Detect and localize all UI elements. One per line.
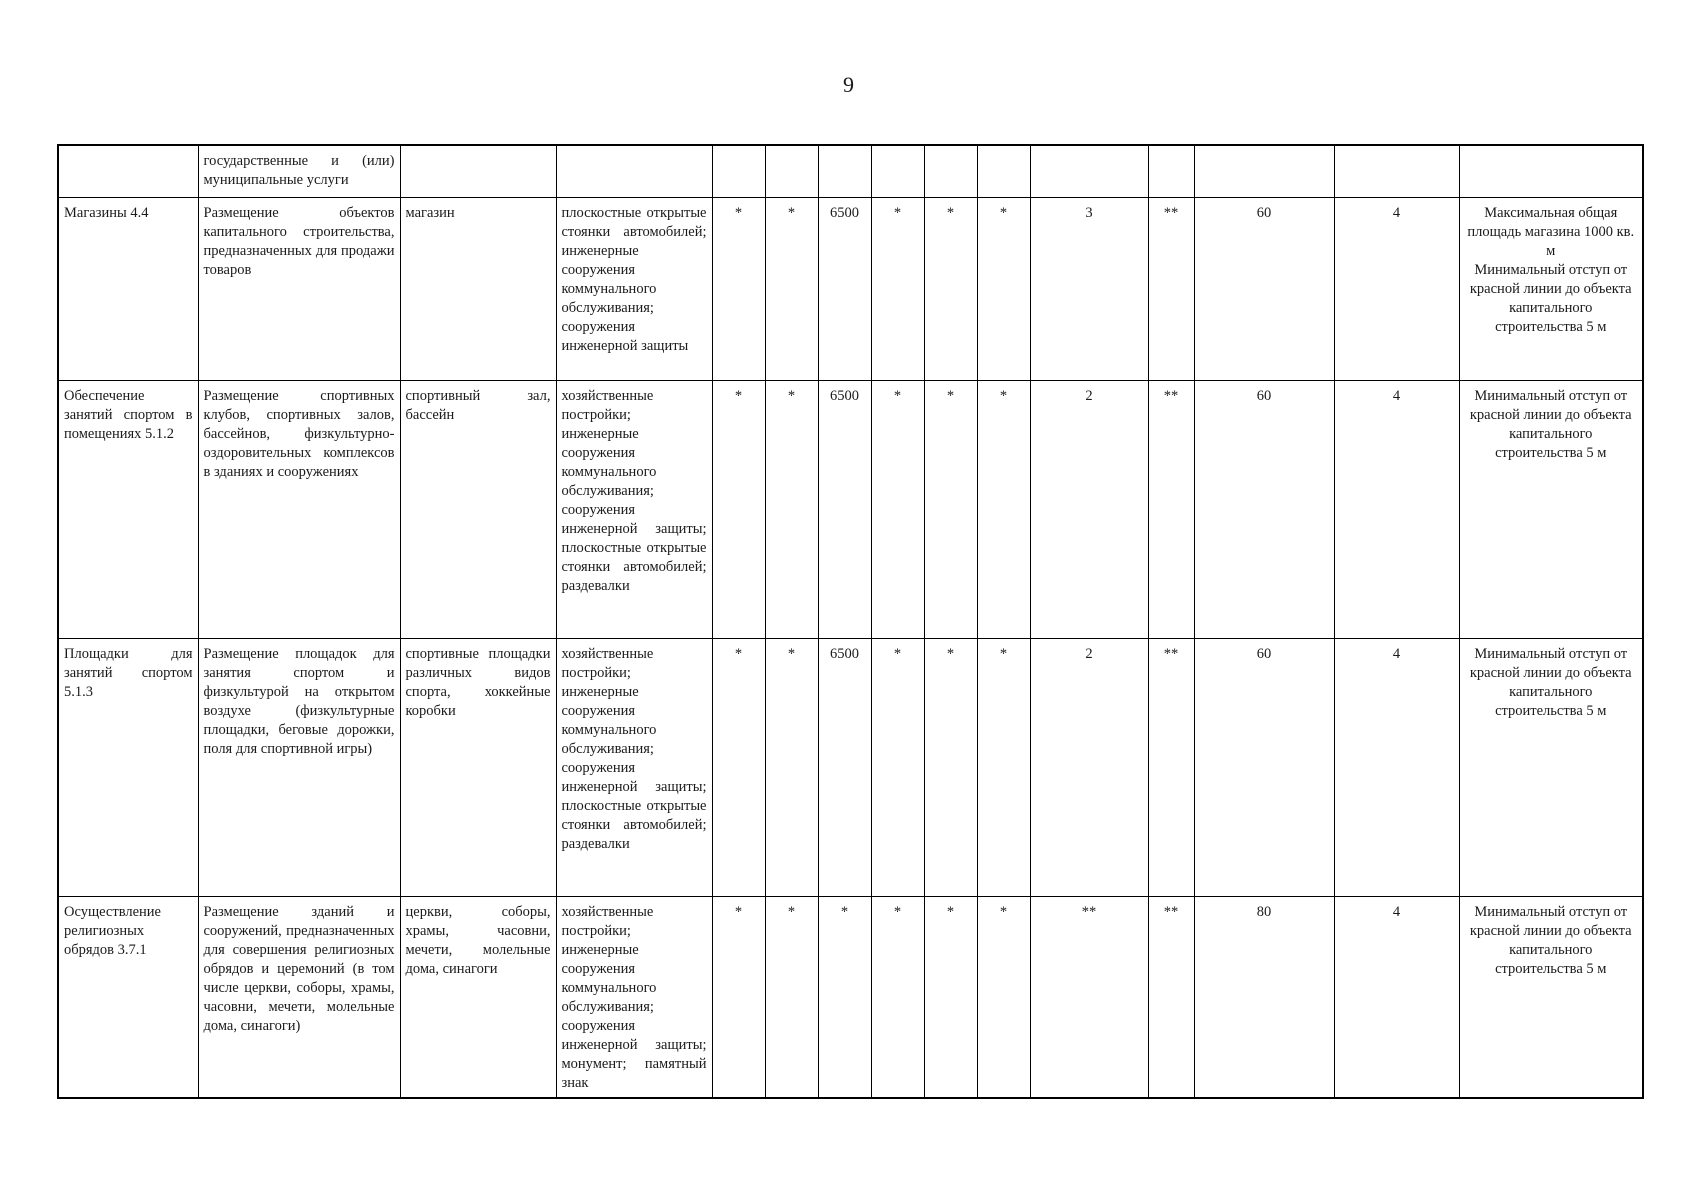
page-number: 9 (843, 72, 854, 97)
note-cell: Максимальная общая площадь магазина 1000 кв. м Минимальный отступ от красной линии до объекта капитального строительства 5 м (1459, 197, 1643, 380)
param-cell (765, 145, 818, 197)
setback-cell: 4 (1334, 380, 1459, 638)
auxiliary-use-cell: хозяйственные постройки; инженерные сооружения коммунального обслуживания; сооружения инженерной защиты; плоскостные открытые стоянки автомобилей; раздевалки (556, 638, 712, 896)
param-cell (712, 145, 765, 197)
param-cell: * (924, 896, 977, 1098)
use-name-cell: Магазины 4.4 (58, 197, 198, 380)
param-cell: * (924, 197, 977, 380)
param-cell: * (871, 638, 924, 896)
auxiliary-use-cell: плоскостные открытые стоянки автомобилей; инженерные сооружения коммунального обслуживания; сооружения инженерной защиты (556, 197, 712, 380)
setback-cell: 4 (1334, 896, 1459, 1098)
coverage-cell: 60 (1194, 380, 1334, 638)
main-use-cell (400, 145, 556, 197)
floors-cell (1030, 145, 1148, 197)
coverage-cell: 60 (1194, 638, 1334, 896)
param-cell: * (871, 197, 924, 380)
main-use-cell: магазин (400, 197, 556, 380)
table-row (58, 145, 1643, 197)
height-cell: ** (1148, 896, 1194, 1098)
main-use-cell: спортивные площадки различных видов спорта, хоккейные коробки (400, 638, 556, 896)
param-cell: 6500 (818, 380, 871, 638)
param-cell (871, 145, 924, 197)
param-cell: * (977, 638, 1030, 896)
coverage-cell: 60 (1194, 197, 1334, 380)
use-name-cell: Площадки для занятий спортом 5.1.3 (58, 638, 198, 896)
use-name-cell (58, 145, 198, 197)
note-cell: Минимальный отступ от красной линии до объекта капитального строительства 5 м (1459, 380, 1643, 638)
main-use-cell: церкви, соборы, храмы, часовни, мечети, молельные дома, синагоги (400, 896, 556, 1098)
param-cell (977, 145, 1030, 197)
param-cell: * (712, 896, 765, 1098)
auxiliary-use-cell: хозяйственные постройки; инженерные сооружения коммунального обслуживания; сооружения инженерной защиты; плоскостные открытые стоянки автомобилей; раздевалки (556, 380, 712, 638)
param-cell: 6500 (818, 638, 871, 896)
setback-cell: 4 (1334, 638, 1459, 896)
table-row (58, 638, 1643, 896)
land-use-regulations-table (57, 144, 1644, 1099)
auxiliary-use-cell: хозяйственные постройки; инженерные сооружения коммунального обслуживания; сооружения инженерной защиты; монумент; памятный знак (556, 896, 712, 1098)
param-cell: * (765, 638, 818, 896)
height-cell (1148, 145, 1194, 197)
height-cell: ** (1148, 197, 1194, 380)
param-cell: * (765, 380, 818, 638)
use-name-cell: Осуществление религиозных обрядов 3.7.1 (58, 896, 198, 1098)
use-description-cell: Размещение объектов капитального строительства, предназначенных для продажи товаров (198, 197, 400, 380)
floors-cell: ** (1030, 896, 1148, 1098)
note-cell: Минимальный отступ от красной линии до объекта капитального строительства 5 м (1459, 896, 1643, 1098)
use-description-cell: Размещение спортивных клубов, спортивных залов, бассейнов, физкультурно-оздоровительных комплексов в зданиях и сооружениях (198, 380, 400, 638)
use-description-cell: Размещение зданий и сооружений, предназначенных для совершения религиозных обрядов и церемоний (в том числе церкви, соборы, храмы, часовни, мечети, молельные дома, синагоги) (198, 896, 400, 1098)
coverage-cell: 80 (1194, 896, 1334, 1098)
param-cell (924, 145, 977, 197)
param-cell (818, 145, 871, 197)
setback-cell (1334, 145, 1459, 197)
table-row (58, 896, 1643, 1098)
floors-cell: 2 (1030, 638, 1148, 896)
param-cell: * (977, 380, 1030, 638)
table-row (58, 197, 1643, 380)
param-cell: * (712, 638, 765, 896)
param-cell: * (977, 896, 1030, 1098)
note-cell (1459, 145, 1643, 197)
floors-cell: 3 (1030, 197, 1148, 380)
param-cell: * (818, 896, 871, 1098)
param-cell: * (977, 197, 1030, 380)
height-cell: ** (1148, 380, 1194, 638)
main-use-cell: спортивный зал, бассейн (400, 380, 556, 638)
use-name-cell: Обеспечение занятий спортом в помещениях 5.1.2 (58, 380, 198, 638)
setback-cell: 4 (1334, 197, 1459, 380)
use-description-cell: Размещение площадок для занятия спортом и физкультурой на открытом воздухе (физкультурные площадки, беговые дорожки, поля для спортивной игры) (198, 638, 400, 896)
note-cell: Минимальный отступ от красной линии до объекта капитального строительства 5 м (1459, 638, 1643, 896)
param-cell: 6500 (818, 197, 871, 380)
param-cell: * (871, 896, 924, 1098)
table-row (58, 380, 1643, 638)
param-cell: * (924, 380, 977, 638)
param-cell: * (765, 197, 818, 380)
height-cell: ** (1148, 638, 1194, 896)
param-cell: * (765, 896, 818, 1098)
param-cell: * (712, 197, 765, 380)
floors-cell: 2 (1030, 380, 1148, 638)
param-cell: * (712, 380, 765, 638)
param-cell: * (924, 638, 977, 896)
coverage-cell (1194, 145, 1334, 197)
auxiliary-use-cell (556, 145, 712, 197)
param-cell: * (871, 380, 924, 638)
use-description-cell: государственные и (или) муниципальные услуги (198, 145, 400, 197)
